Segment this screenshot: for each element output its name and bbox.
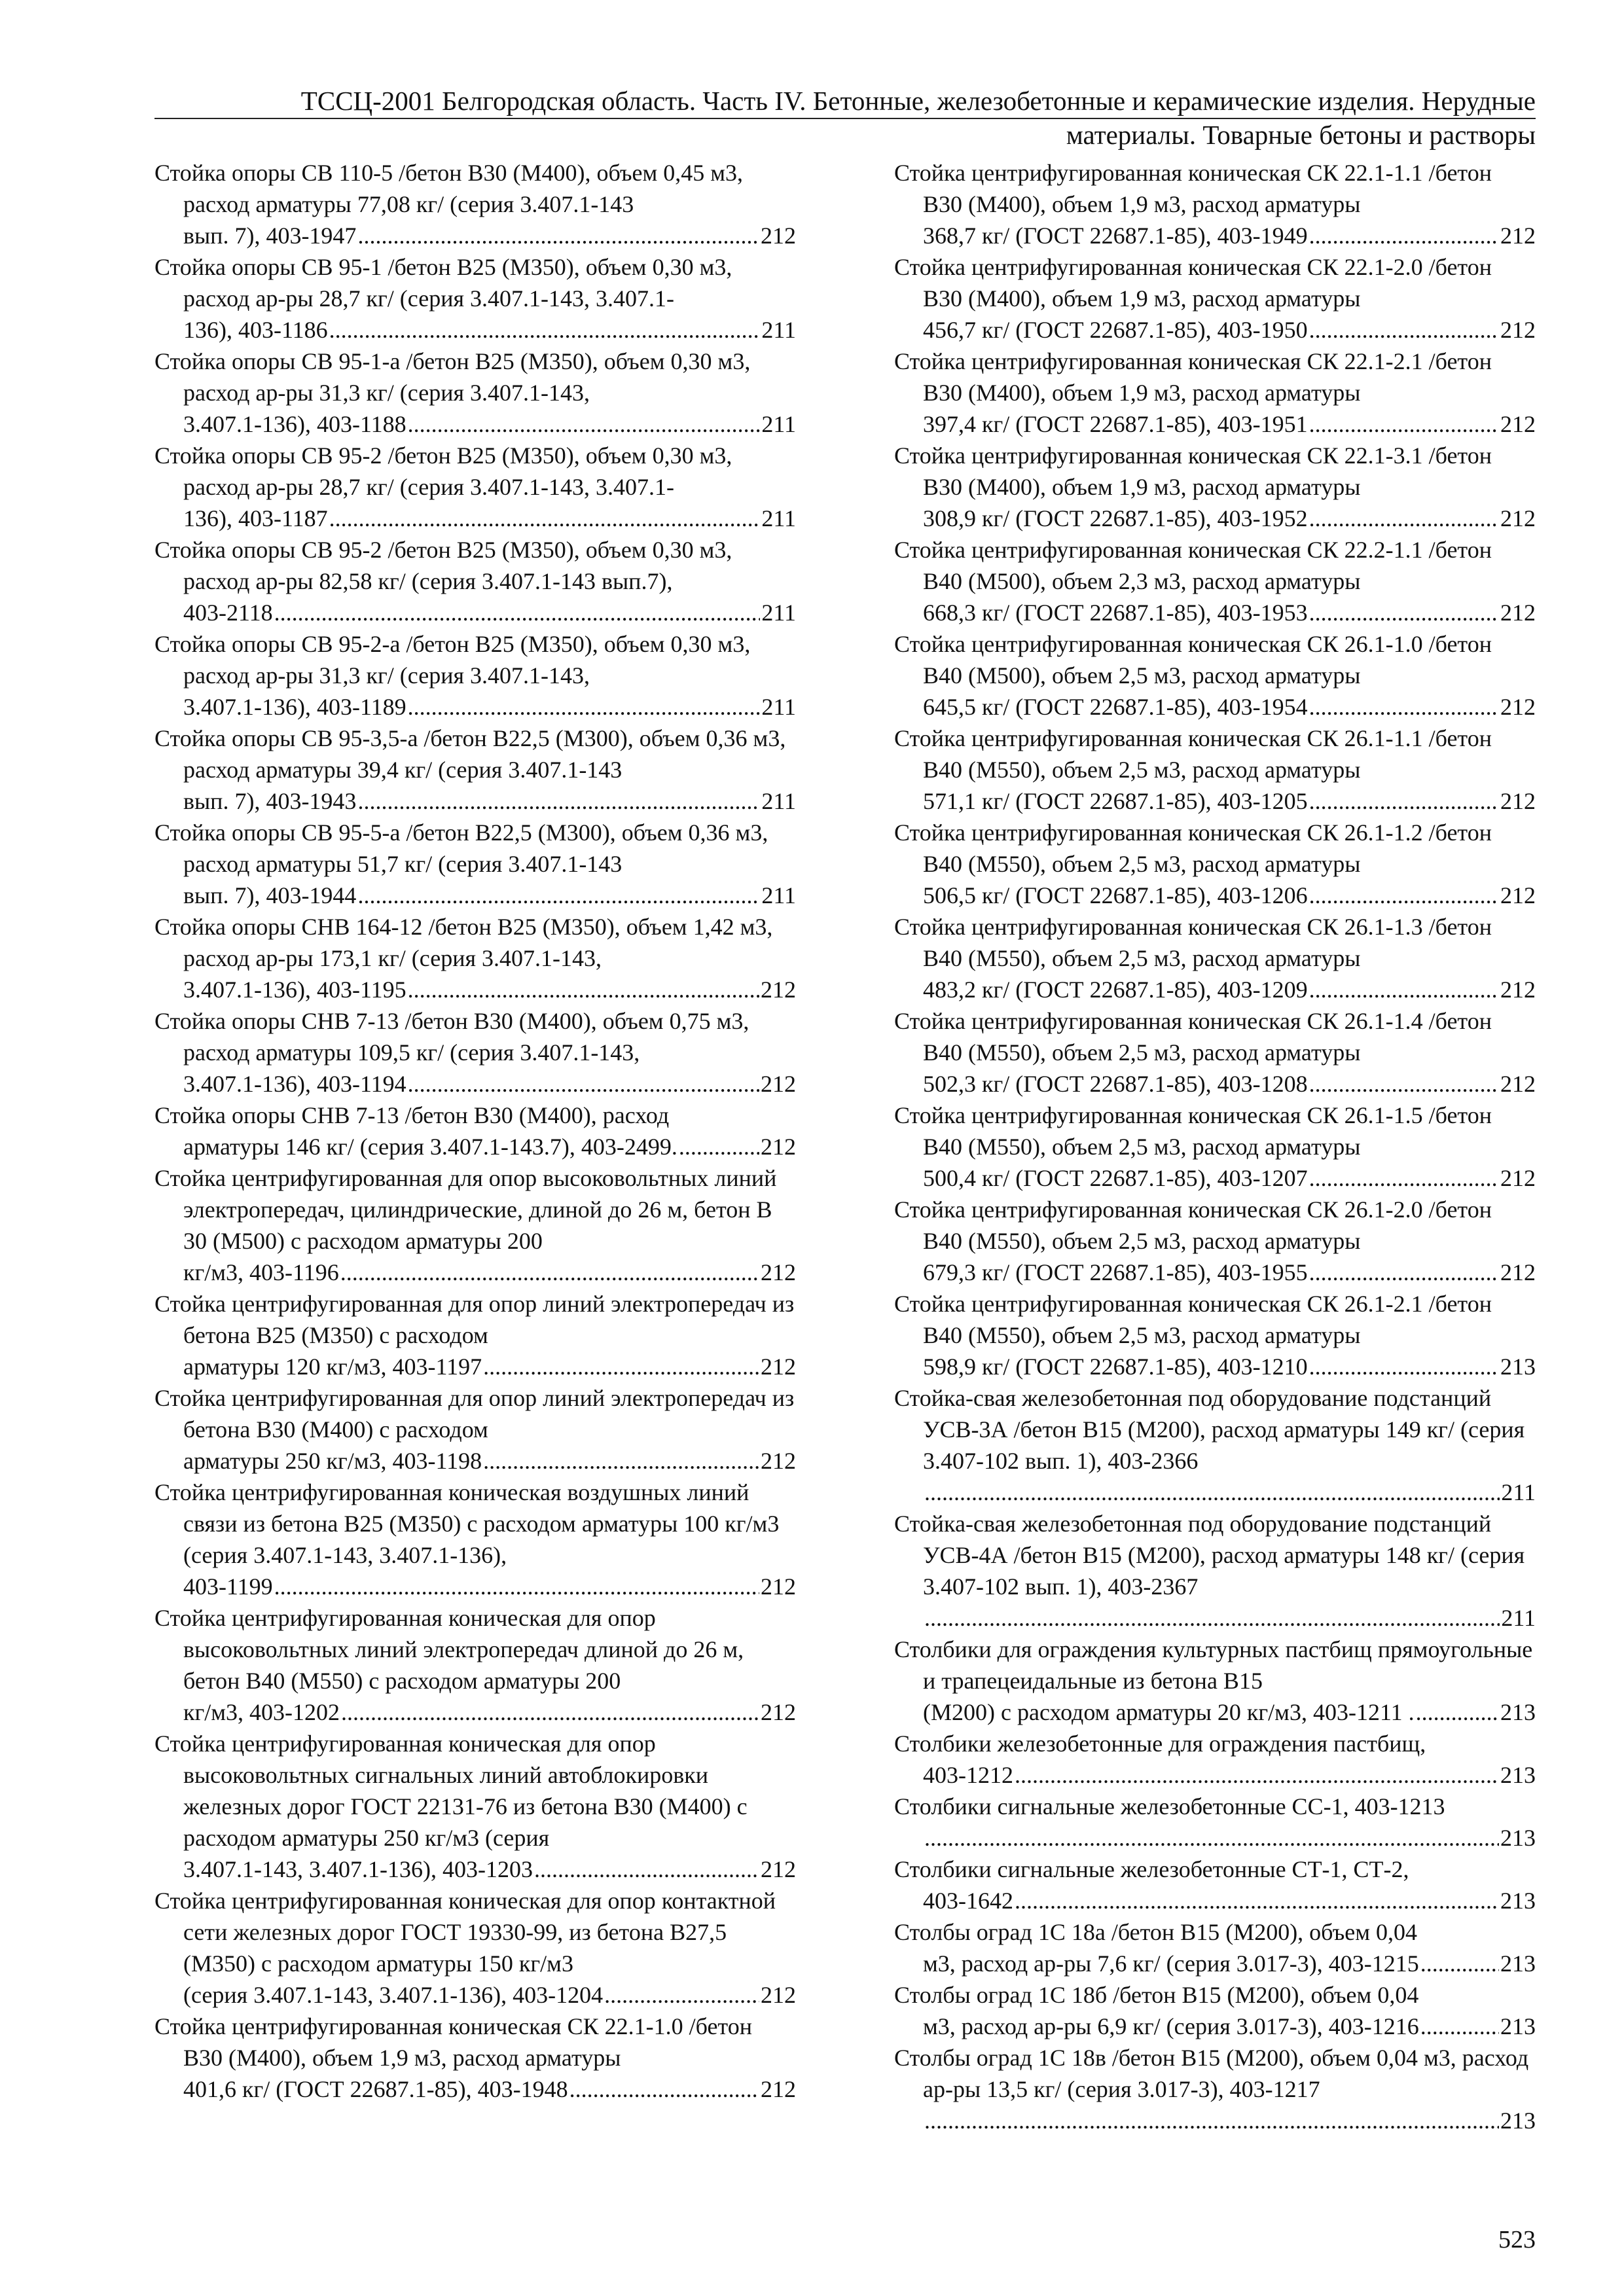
entry-page-ref: 212 [761, 1071, 796, 1097]
dot-leader [357, 880, 760, 911]
entry-last-line [894, 220, 1536, 251]
index-entry [154, 1100, 796, 1162]
entry-last-line [894, 2105, 1536, 2136]
index-column-left [154, 157, 796, 2105]
entry-tail: 136), 403-1186 [183, 317, 328, 343]
dot-leader [341, 1696, 759, 1728]
entry-tail: м3, расход ар-ры 7,6 кг/ (серия 3.017-3), 403-1215 [923, 1950, 1419, 1977]
entry-page-ref: 211 [1501, 1479, 1536, 1505]
entry-page-ref: 212 [761, 223, 796, 249]
dot-leader [1309, 220, 1499, 251]
entry-last-line [154, 1979, 796, 2011]
dot-leader [1309, 691, 1499, 723]
entry-tail: 308,9 кг/ (ГОСТ 22687.1-85), 403-1952 [923, 505, 1308, 531]
entry-tail: вып. 7), 403-1943 [183, 788, 357, 814]
entry-page-ref: 213 [1500, 2108, 1536, 2134]
index-entry [894, 1288, 1536, 1382]
dot-leader [1309, 408, 1499, 440]
entry-last-line [894, 408, 1536, 440]
entry-page-ref: 212 [761, 1982, 796, 2008]
entry-last-line [894, 1477, 1536, 1508]
entry-tail: 403-1199 [183, 1573, 273, 1600]
entry-page-ref: 212 [761, 1699, 796, 1725]
dot-leader [679, 1131, 759, 1162]
entry-text: Стойка центрифугированная коническая СК 26.1-1.2 /бетон В40 (М550), объем 2,5 м3, расход арматуры [894, 819, 1492, 877]
entry-last-line [894, 1822, 1536, 1854]
entry-last-line [154, 1445, 796, 1477]
index-entry [894, 1005, 1536, 1100]
entry-page-ref: 212 [1500, 694, 1536, 720]
dot-leader [1309, 785, 1499, 817]
entry-page-ref: 212 [1500, 882, 1536, 908]
entry-last-line [154, 314, 796, 346]
entry-last-line [154, 785, 796, 817]
index-entry [894, 1100, 1536, 1194]
index-entry [154, 1005, 796, 1100]
entry-text: Стойка центрифугированная коническая воздушных линий связи из бетона В25 (М350) с расходом арматуры 100 кг/м3 (серия 3.407.1-143, 3.407.1-136), [154, 1479, 780, 1568]
entry-last-line [894, 503, 1536, 534]
entry-text: Стойка опоры СНВ 164-12 /бетон В25 (М350), объем 1,42 м3, расход ар-ры 173,1 кг/ (серия 3.407.1-143, [154, 914, 773, 971]
entry-text: Стойка центрифугированная коническая СК 22.1-3.1 /бетон В30 (М400), объем 1,9 м3, расход арматуры [894, 442, 1492, 500]
dot-leader [1416, 1696, 1499, 1728]
entry-tail: кг/м3, 403-1196 [183, 1259, 339, 1285]
entry-last-line [154, 1131, 796, 1162]
index-entry [154, 346, 796, 440]
entry-tail: 403-2118 [183, 600, 273, 626]
entry-last-line [894, 691, 1536, 723]
dot-leader [924, 1822, 1499, 1854]
entry-tail: (серия 3.407.1-143, 3.407.1-136), 403-1204 [183, 1982, 604, 2008]
entry-tail: 483,2 кг/ (ГОСТ 22687.1-85), 403-1209 [923, 977, 1308, 1003]
entry-last-line [894, 1696, 1536, 1728]
entry-last-line [154, 220, 796, 251]
index-entry [154, 534, 796, 628]
entry-page-ref: 211 [761, 600, 796, 626]
index-entry [894, 1194, 1536, 1288]
entry-tail: 3.407.1-136), 403-1194 [183, 1071, 406, 1097]
entry-tail: 598,9 кг/ (ГОСТ 22687.1-85), 403-1210 [923, 1354, 1308, 1380]
entry-text: Стойка опоры СВ 95-2 /бетон В25 (М350), объем 0,30 м3, расход ар-ры 28,7 кг/ (серия 3.407.1-143, 3.407.1- [154, 442, 732, 500]
entry-page-ref: 212 [1500, 411, 1536, 437]
dot-leader [1309, 1162, 1499, 1194]
dot-leader [1015, 1759, 1499, 1791]
entry-last-line [154, 503, 796, 534]
entry-page-ref: 212 [1500, 977, 1536, 1003]
entry-last-line [894, 597, 1536, 628]
entry-text: Стойка опоры СВ 95-3,5-а /бетон В22,5 (М300), объем 0,36 м3, расход арматуры 39,4 кг/ (серия 3.407.1-143 [154, 725, 786, 783]
entry-last-line [154, 1351, 796, 1382]
index-entry [154, 628, 796, 723]
entry-tail: 506,5 кг/ (ГОСТ 22687.1-85), 403-1206 [923, 882, 1308, 908]
entry-page-ref: 211 [761, 694, 796, 720]
entry-tail: 3.407.1-143, 3.407.1-136), 403-1203 [183, 1856, 533, 1882]
dot-leader [408, 691, 761, 723]
index-entry [154, 1602, 796, 1728]
dot-leader [1309, 1257, 1499, 1288]
dot-leader [329, 314, 761, 346]
entry-last-line [154, 1854, 796, 1885]
dot-leader [1420, 2011, 1499, 2042]
entry-tail: 456,7 кг/ (ГОСТ 22687.1-85), 403-1950 [923, 317, 1308, 343]
entry-text: Стойка центрифугированная коническая СК 26.1-1.3 /бетон В40 (М550), объем 2,5 м3, расход арматуры [894, 914, 1492, 971]
entry-tail: вып. 7), 403-1947 [183, 223, 357, 249]
index-entry [154, 1162, 796, 1288]
dot-leader [924, 1602, 1500, 1634]
entry-page-ref: 213 [1500, 1699, 1536, 1725]
entry-tail: вып. 7), 403-1944 [183, 882, 357, 908]
entry-last-line [894, 1162, 1536, 1194]
entry-page-ref: 211 [761, 411, 796, 437]
index-entry [154, 1728, 796, 1885]
entry-text: Стойка центрифугированная коническая СК 26.1-1.5 /бетон В40 (М550), объем 2,5 м3, расход арматуры [894, 1102, 1492, 1160]
entry-text: Стойка центрифугированная коническая СК 26.1-1.1 /бетон В40 (М550), объем 2,5 м3, расход арматуры [894, 725, 1492, 783]
entry-page-ref: 213 [1500, 1762, 1536, 1788]
index-entry [894, 723, 1536, 817]
entry-tail: 668,3 кг/ (ГОСТ 22687.1-85), 403-1953 [923, 600, 1308, 626]
dot-leader [1309, 597, 1499, 628]
index-entry [894, 628, 1536, 723]
entry-tail: кг/м3, 403-1202 [183, 1699, 340, 1725]
entry-page-ref: 213 [1500, 1950, 1536, 1977]
index-entry [894, 1728, 1536, 1791]
index-entry [894, 1979, 1536, 2042]
page-number: 523 [1498, 2226, 1536, 2253]
entry-page-ref: 213 [1500, 1888, 1536, 1914]
index-entry [154, 1885, 796, 2011]
entry-tail: 571,1 кг/ (ГОСТ 22687.1-85), 403-1205 [923, 788, 1308, 814]
entry-text: Стойка опоры СВ 95-1 /бетон В25 (М350), объем 0,30 м3, расход ар-ры 28,7 кг/ (серия 3.407.1-143, 3.407.1- [154, 254, 732, 312]
entry-last-line [154, 1257, 796, 1288]
dot-leader [1309, 1068, 1499, 1100]
entry-tail: 502,3 кг/ (ГОСТ 22687.1-85), 403-1208 [923, 1071, 1308, 1097]
entry-last-line [894, 974, 1536, 1005]
dot-leader [357, 785, 760, 817]
entry-tail: м3, расход ар-ры 6,9 кг/ (серия 3.017-3), 403-1216 [923, 2013, 1419, 2039]
entry-text: Стойка центрифугированная коническая для опор высоковольтных сигнальных линий автоблокировки железных дорог ГОСТ 22131-76 из бетона В30 (М400) с расходом арматуры 250 кг/м3 (серия [154, 1731, 748, 1851]
entry-tail: 368,7 кг/ (ГОСТ 22687.1-85), 403-1949 [923, 223, 1308, 249]
index-entry [894, 1916, 1536, 1979]
dot-leader [1420, 1948, 1499, 1979]
entry-text: Стойка опоры СВ 95-1-а /бетон В25 (М350), объем 0,30 м3, расход ар-ры 31,3 кг/ (серия 3.407.1-143, [154, 348, 751, 406]
index-entry [154, 817, 796, 911]
dot-leader [604, 1979, 759, 2011]
entry-tail: 403-1212 [923, 1762, 1013, 1788]
entry-page-ref: 212 [761, 1259, 796, 1285]
header-line-1: ТССЦ-2001 Белгородская область. Часть IV. Бетонные, железобетонные и керамические изделия. Нерудные [300, 86, 1536, 116]
entry-page-ref: 212 [761, 1573, 796, 1600]
entry-page-ref: 211 [761, 788, 796, 814]
entry-text: Стойка опоры СВ 95-2 /бетон В25 (М350), объем 0,30 м3, расход ар-ры 82,58 кг/ (серия 3.407.1-143 вып.7), [154, 537, 732, 594]
entry-text: Стойка центрифугированная коническая СК 26.1-1.4 /бетон В40 (М550), объем 2,5 м3, расход арматуры [894, 1008, 1492, 1066]
entry-tail: 3.407.1-136), 403-1189 [183, 694, 406, 720]
index-entry [894, 817, 1536, 911]
entry-page-ref: 212 [761, 977, 796, 1003]
entry-tail: 3.407.1-136), 403-1188 [183, 411, 406, 437]
index-entry [894, 346, 1536, 440]
dot-leader [1309, 314, 1499, 346]
index-entry [154, 723, 796, 817]
entry-page-ref: 212 [761, 1134, 796, 1160]
entry-text: Столбики сигнальные железобетонные СТ-1, СТ-2, [894, 1856, 1409, 1882]
entry-last-line [894, 1948, 1536, 1979]
index-entry [894, 440, 1536, 534]
entry-last-line [894, 785, 1536, 817]
entry-tail: 645,5 кг/ (ГОСТ 22687.1-85), 403-1954 [923, 694, 1308, 720]
index-entry [154, 2011, 796, 2105]
entry-page-ref: 211 [761, 317, 796, 343]
header-rule [154, 118, 1536, 119]
index-entry [894, 2042, 1536, 2136]
entry-page-ref: 211 [1501, 1605, 1536, 1631]
index-entry [894, 251, 1536, 346]
entry-page-ref: 213 [1500, 1354, 1536, 1380]
entry-page-ref: 212 [1500, 1071, 1536, 1097]
entry-tail: арматуры 120 кг/м3, 403-1197 [183, 1354, 482, 1380]
entry-text: Столбики сигнальные железобетонные СС-1, 403-1213 [894, 1793, 1445, 1820]
dot-leader [1309, 1351, 1499, 1382]
entry-text: Стойка центрифугированная коническая для опор высоковольтных линий электропередач длиной до 26 м, бетон В40 (М550) с расходом арматуры 200 [154, 1605, 744, 1694]
dot-leader [483, 1351, 759, 1382]
entry-text: Стойка центрифугированная коническая СК 26.1-2.0 /бетон В40 (М550), объем 2,5 м3, расход арматуры [894, 1196, 1492, 1254]
entry-page-ref: 212 [761, 2076, 796, 2102]
dot-leader [340, 1257, 759, 1288]
index-entry [154, 440, 796, 534]
entry-page-ref: 212 [1500, 505, 1536, 531]
header-line-2: материалы. Товарные бетоны и растворы [1066, 120, 1536, 150]
entry-text: Столбики для ограждения культурных пастбищ прямоугольные и трапецеидальные из бетона В15 [894, 1636, 1533, 1694]
index-entry [154, 157, 796, 251]
index-column-right [894, 157, 1536, 2136]
dot-leader [534, 1854, 759, 1885]
index-entry [894, 911, 1536, 1005]
dot-leader [924, 2105, 1499, 2136]
dot-leader [1309, 503, 1499, 534]
entry-text: Стойка центрифугированная коническая СК 26.1-2.1 /бетон В40 (М550), объем 2,5 м3, расход арматуры [894, 1291, 1492, 1348]
index-entry [894, 157, 1536, 251]
dot-leader [483, 1445, 759, 1477]
dot-leader [408, 408, 761, 440]
entry-page-ref: 212 [761, 1354, 796, 1380]
entry-text: Стойка центрифугированная коническая для опор контактной сети железных дорог ГОСТ 19330-99, из бетона В27,5 (М350) с расходом арматуры 150 кг/м3 [154, 1888, 776, 1977]
entry-text: Стойка-свая железобетонная под оборудование подстанций УСВ-4А /бетон В15 (М200), расход арматуры 148 кг/ (серия 3.407-102 вып. 1), 403-2367 [894, 1511, 1525, 1600]
dot-leader [1015, 1885, 1499, 1916]
index-entry [154, 1477, 796, 1602]
dot-leader [274, 1571, 759, 1602]
entry-page-ref: 212 [1500, 788, 1536, 814]
index-entry [154, 251, 796, 346]
dot-leader [569, 2073, 759, 2105]
entry-text: Стойка-свая железобетонная под оборудование подстанций УСВ-3А /бетон В15 (М200), расход арматуры 149 кг/ (серия 3.407-102 вып. 1), 403-2366 [894, 1385, 1525, 1474]
entry-last-line [154, 1696, 796, 1728]
entry-page-ref: 212 [1500, 1259, 1536, 1285]
index-entry [154, 1382, 796, 1477]
entry-tail: арматуры 146 кг/ (серия 3.407.1-143.7), 403-2499. [183, 1134, 677, 1160]
entry-text: Стойка опоры СВ 95-5-а /бетон В22,5 (М300), объем 0,36 м3, расход арматуры 51,7 кг/ (серия 3.407.1-143 [154, 819, 768, 877]
entry-last-line [154, 597, 796, 628]
entry-tail: 3.407.1-136), 403-1195 [183, 977, 406, 1003]
index-entry [154, 911, 796, 1005]
entry-last-line [154, 974, 796, 1005]
entry-text: Стойка опоры СВ 110-5 /бетон В30 (М400), объем 0,45 м3, расход арматуры 77,08 кг/ (серия 3.407.1-143 [154, 160, 744, 217]
index-entry [894, 1382, 1536, 1508]
running-header [154, 84, 1536, 152]
entry-last-line [894, 2011, 1536, 2042]
index-entry [154, 1288, 796, 1382]
entry-tail: 403-1642 [923, 1888, 1013, 1914]
index-entry [894, 1854, 1536, 1916]
entry-last-line [154, 691, 796, 723]
dot-leader [408, 1068, 759, 1100]
entry-page-ref: 213 [1500, 2013, 1536, 2039]
entry-last-line [154, 2073, 796, 2105]
entry-page-ref: 212 [1500, 223, 1536, 249]
entry-text: Стойка центрифугированная коническая СК 22.1-1.1 /бетон В30 (М400), объем 1,9 м3, расход арматуры [894, 160, 1492, 217]
entry-text: Стойка центрифугированная коническая СК 22.1-2.1 /бетон В30 (М400), объем 1,9 м3, расход арматуры [894, 348, 1492, 406]
entry-page-ref: 211 [761, 505, 796, 531]
entry-page-ref: 212 [1500, 317, 1536, 343]
entry-last-line [894, 314, 1536, 346]
entry-last-line [154, 1068, 796, 1100]
index-entry [894, 1791, 1536, 1854]
index-entry [894, 1634, 1536, 1728]
entry-text: Столбы оград 1С 18в /бетон В15 (М200), объем 0,04 м3, расход ар-ры 13,5 кг/ (серия 3.017-3), 403-1217 [894, 2045, 1529, 2102]
entry-text: Стойка центрифугированная для опор высоковольтных линий электропередач, цилиндрические, длиной до 26 м, бетон В 30 (М500) с расходом арматуры 200 [154, 1165, 777, 1254]
dot-leader [329, 503, 761, 534]
entry-text: Стойка опоры СНВ 7-13 /бетон В30 (М400), расход [154, 1102, 670, 1128]
entry-page-ref: 211 [761, 882, 796, 908]
dot-leader [1309, 880, 1499, 911]
index-entry [894, 534, 1536, 628]
entry-page-ref: 213 [1500, 1825, 1536, 1851]
entry-text: Стойка центрифугированная для опор линий электропередач из бетона В30 (М400) с расходом [154, 1385, 795, 1443]
entry-page-ref: 212 [761, 1856, 796, 1882]
entry-tail: 679,3 кг/ (ГОСТ 22687.1-85), 403-1955 [923, 1259, 1308, 1285]
dot-leader [1309, 974, 1499, 1005]
entry-page-ref: 212 [761, 1448, 796, 1474]
entry-text: Столбы оград 1С 18б /бетон В15 (М200), объем 0,04 [894, 1982, 1419, 2008]
entry-last-line [894, 880, 1536, 911]
entry-text: Стойка центрифугированная коническая СК 26.1-1.0 /бетон В40 (М500), объем 2,5 м3, расход арматуры [894, 631, 1492, 689]
entry-last-line [894, 1759, 1536, 1791]
entry-last-line [154, 408, 796, 440]
entry-text: Стойка центрифугированная коническая СК 22.2-1.1 /бетон В40 (М500), объем 2,3 м3, расход арматуры [894, 537, 1492, 594]
entry-text: Стойка опоры СНВ 7-13 /бетон В30 (М400), объем 0,75 м3, расход арматуры 109,5 кг/ (серия 3.407.1-143, [154, 1008, 749, 1066]
entry-text: Стойка центрифугированная коническая СК 22.1-1.0 /бетон В30 (М400), объем 1,9 м3, расход арматуры [154, 2013, 752, 2071]
entry-text: Столбики железобетонные для ограждения пастбищ, [894, 1731, 1426, 1757]
dot-leader [274, 597, 761, 628]
entry-text: Стойка центрифугированная для опор линий электропередач из бетона В25 (М350) с расходом [154, 1291, 795, 1348]
entry-last-line [894, 1351, 1536, 1382]
entry-text: Столбы оград 1С 18а /бетон В15 (М200), объем 0,04 [894, 1919, 1417, 1945]
entry-last-line [894, 1602, 1536, 1634]
entry-page-ref: 212 [1500, 600, 1536, 626]
entry-tail: 136), 403-1187 [183, 505, 328, 531]
dot-leader [408, 974, 759, 1005]
entry-tail: 401,6 кг/ (ГОСТ 22687.1-85), 403-1948 [183, 2076, 568, 2102]
entry-last-line [154, 1571, 796, 1602]
entry-page-ref: 212 [1500, 1165, 1536, 1191]
entry-last-line [154, 880, 796, 911]
entry-text: Стойка центрифугированная коническая СК 22.1-2.0 /бетон В30 (М400), объем 1,9 м3, расход арматуры [894, 254, 1492, 312]
entry-tail: 397,4 кг/ (ГОСТ 22687.1-85), 403-1951 [923, 411, 1308, 437]
entry-text: Стойка опоры СВ 95-2-а /бетон В25 (М350), объем 0,30 м3, расход ар-ры 31,3 кг/ (серия 3.407.1-143, [154, 631, 751, 689]
dot-leader [357, 220, 759, 251]
index-entry [894, 1508, 1536, 1634]
entry-tail: 500,4 кг/ (ГОСТ 22687.1-85), 403-1207 [923, 1165, 1308, 1191]
dot-leader [924, 1477, 1500, 1508]
entry-last-line [894, 1257, 1536, 1288]
entry-tail: арматуры 250 кг/м3, 403-1198 [183, 1448, 482, 1474]
entry-last-line [894, 1885, 1536, 1916]
entry-tail: (М200) с расходом арматуры 20 кг/м3, 403-1211 . [923, 1699, 1415, 1725]
entry-last-line [894, 1068, 1536, 1100]
